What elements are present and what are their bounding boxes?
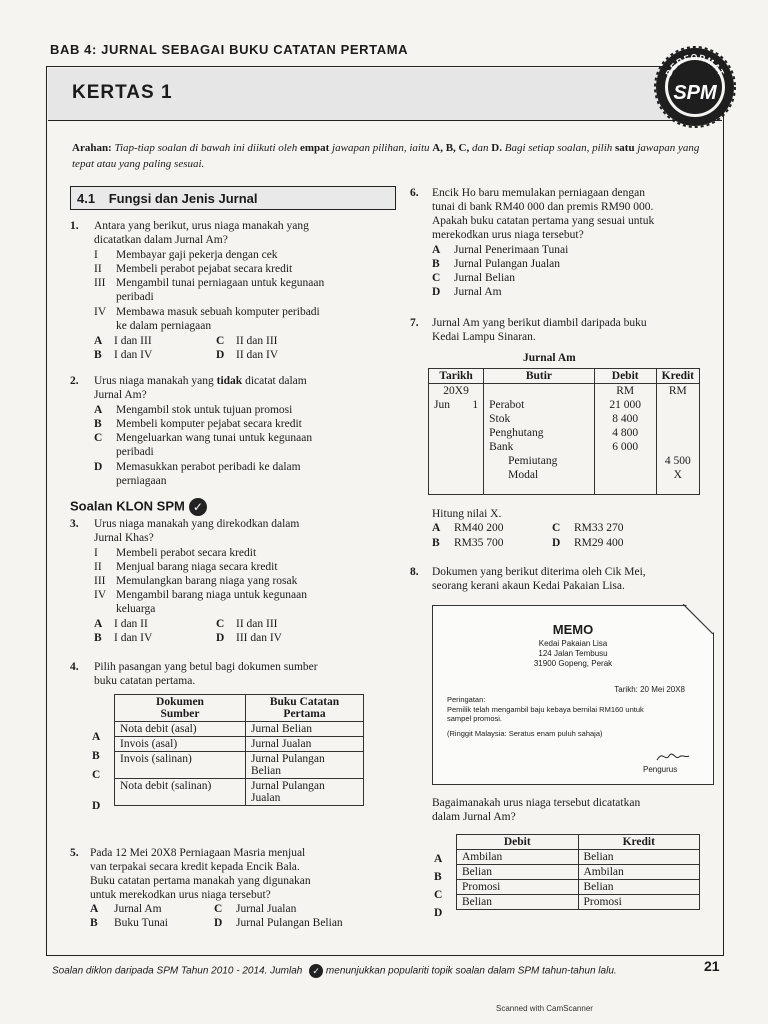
- item-text: Memulangkan barang niaga yang rosak: [116, 575, 298, 587]
- question-stem: Jurnal Am yang berikut diambil daripada buku: [432, 317, 647, 329]
- option-a[interactable]: RM40 200: [454, 522, 504, 534]
- table-row: [429, 412, 700, 426]
- option-label-a: A: [94, 335, 103, 347]
- item-text: Membawa masuk sebuah komputer peribadi: [116, 306, 320, 318]
- table-cell: X: [656, 468, 699, 495]
- question-stem: dicatatkan dalam Jurnal Am?: [94, 234, 228, 246]
- table-cell: Ambilan: [457, 850, 579, 865]
- table-cell: RM: [656, 384, 699, 399]
- table-cell: Belian: [457, 865, 579, 880]
- question-3: [70, 517, 390, 651]
- table-row[interactable]: [115, 752, 364, 779]
- question-stem: Dokumen yang berikut diterima oleh Cik Mei,: [432, 566, 646, 578]
- option-a[interactable]: Jurnal Penerimaan Tunai: [454, 244, 569, 256]
- table-cell: 8 400: [594, 412, 656, 426]
- table-header: Kredit: [578, 835, 700, 850]
- option-c[interactable]: RM33 270: [574, 522, 624, 534]
- table-cell: [429, 454, 484, 468]
- table-header: Buku Catatan Pertama: [246, 695, 364, 722]
- option-b[interactable]: Buku Tunai: [114, 917, 169, 929]
- table-row[interactable]: [115, 779, 364, 806]
- table-cell: [656, 412, 699, 426]
- table-cell: [594, 454, 656, 468]
- question-number: 4.: [70, 661, 79, 673]
- instructions-bold-2: A, B, C,: [432, 142, 470, 154]
- question-stem: Pilih pasangan yang betul bagi dokumen sumber: [94, 661, 318, 673]
- memo-date: Tarikh: 20 Mei 20X8: [614, 685, 685, 694]
- item-numeral: III: [94, 277, 106, 289]
- table-header: Dokumen Sumber: [115, 695, 246, 722]
- table-row: [429, 468, 700, 495]
- question-number: 3.: [70, 518, 79, 530]
- option-label-b: B: [432, 537, 440, 549]
- table-row[interactable]: [115, 722, 364, 737]
- option-label-b: B: [90, 917, 98, 929]
- item-text: Menjual barang niaga secara kredit: [116, 561, 278, 573]
- table-cell: Jurnal Pulangan Jualan: [246, 779, 364, 806]
- scanner-watermark: Scanned with CamScanner: [496, 1004, 593, 1013]
- question-stem: Urus niaga manakah yang direkodkan dalam: [94, 518, 300, 530]
- table-row: [429, 426, 700, 440]
- option-label-d: D: [216, 632, 225, 644]
- option-c-cont: peribadi: [116, 446, 154, 458]
- table-cell: Promosi: [457, 880, 579, 895]
- table-row[interactable]: [457, 865, 700, 880]
- table-row[interactable]: [457, 850, 700, 865]
- table-cell: 20X9: [429, 384, 484, 399]
- question-stem: Jurnal Khas?: [94, 532, 154, 544]
- table-cell: Pemiutang: [484, 454, 595, 468]
- option-label-c: C: [94, 432, 103, 444]
- question-stem: Kedai Lampu Sinaran.: [432, 331, 536, 343]
- memo-body: Peringatan: Pemilik telah mengambil baju kebaya bernilai RM160 untuk sampel promosi. (Ringgit Malaysia: Seratus enam puluh sahaja): [447, 695, 644, 738]
- option-label-b: B: [94, 418, 102, 430]
- table-header: Debit: [457, 835, 579, 850]
- option-label-c: C: [552, 522, 561, 534]
- question-1: [70, 219, 390, 369]
- table-cell: [594, 468, 656, 495]
- option-c[interactable]: Jurnal Belian: [454, 272, 515, 284]
- section-title: Fungsi dan Jenis Jurnal: [108, 191, 258, 206]
- checkmark-icon: ✓: [189, 498, 207, 516]
- question-stem: van terpakai secara kredit kepada Encik Bala.: [90, 861, 300, 873]
- question-8: [410, 565, 710, 595]
- table-row[interactable]: [115, 737, 364, 752]
- question-stem: tunai di bank RM40 000 dan premis RM90 000.: [432, 201, 654, 213]
- checkmark-icon: ✓: [309, 964, 323, 978]
- table-header: Butir: [484, 369, 595, 384]
- table-cell: Ambilan: [578, 865, 700, 880]
- memo-address: Kedai Pakaian Lisa 124 Jalan Tembusu 31900 Gopeng, Perak: [533, 639, 613, 668]
- item-text: ke dalam perniagaan: [116, 320, 212, 332]
- instructions-text-2: jawapan pilihan, iaitu: [332, 142, 430, 154]
- item-text: Membeli perabot pejabat secara kredit: [116, 263, 293, 275]
- table-cell: [429, 440, 484, 454]
- question-number: 8.: [410, 566, 419, 578]
- option-label-a: A: [92, 731, 101, 743]
- table-row[interactable]: [457, 895, 700, 910]
- klon-text: Soalan KLON SPM: [70, 498, 185, 514]
- instructions-bold-4: satu: [615, 142, 635, 154]
- section-number: 4.1: [77, 191, 96, 206]
- table-cell: 6 000: [594, 440, 656, 454]
- option-label-d: D: [216, 349, 225, 361]
- question-stem: Antara yang berikut, urus niaga manakah yang: [94, 220, 309, 232]
- table-cell: 21 000: [594, 398, 656, 412]
- option-label-d: D: [214, 917, 223, 929]
- option-a[interactable]: Mengambil stok untuk tujuan promosi: [116, 404, 293, 416]
- option-label-c: C: [216, 335, 225, 347]
- table-cell: Stok: [484, 412, 595, 426]
- option-label-a: A: [432, 244, 441, 256]
- option-label-a: A: [94, 618, 103, 630]
- question-stem: dalam Jurnal Am?: [432, 811, 516, 823]
- question-stem: buku catatan pertama.: [94, 675, 196, 687]
- item-text: keluarga: [116, 603, 156, 615]
- question-stem: Urus niaga manakah yang tidak dicatat dalam: [94, 375, 307, 387]
- item-text: Membeli perabot secara kredit: [116, 547, 257, 559]
- item-text: peribadi: [116, 291, 154, 303]
- option-label-d: D: [94, 461, 103, 473]
- question-stem: Apakah buku catatan pertama yang sesuai untuk: [432, 215, 655, 227]
- option-b[interactable]: Membeli komputer pejabat secara kredit: [116, 418, 302, 430]
- option-d[interactable]: RM29 400: [574, 537, 624, 549]
- table-cell: Invois (asal): [115, 737, 246, 752]
- question-stem: Pada 12 Mei 20X8 Perniagaan Masria menjual: [90, 847, 306, 859]
- item-numeral: IV: [94, 589, 107, 601]
- instructions-bold-3: D.: [491, 142, 502, 154]
- option-label-d: D: [432, 286, 441, 298]
- table-cell: RM: [594, 384, 656, 399]
- item-numeral: IV: [94, 306, 107, 318]
- table-cell: [656, 440, 699, 454]
- table-cell: Penghutang: [484, 426, 595, 440]
- table-cell: 4 500: [656, 454, 699, 468]
- badge-main-text: SPM: [673, 82, 717, 104]
- instructions-text-5: jawapan yang tepat atau yang paling sesuai.: [72, 142, 700, 170]
- memo-title: MEMO: [552, 622, 594, 637]
- table-cell: [429, 468, 484, 495]
- table-cell: [484, 384, 595, 399]
- table-row: [429, 440, 700, 454]
- option-d[interactable]: Memasukkan perabot peribadi ke dalam: [116, 461, 301, 473]
- question-number: 5.: [70, 847, 79, 859]
- table-cell: [429, 426, 484, 440]
- question-number: 6.: [410, 187, 419, 199]
- badge-top-text: BERFORMAT: [663, 51, 727, 78]
- instructions-label: Arahan:: [72, 142, 112, 154]
- option-d[interactable]: Jurnal Am: [454, 286, 502, 298]
- item-numeral: II: [94, 263, 102, 275]
- table-cell: Nota debit (salinan): [115, 779, 246, 806]
- instructions-bold-1: empat: [299, 142, 330, 154]
- table-cell: Perabot: [484, 398, 595, 412]
- section-header: [70, 186, 396, 210]
- option-label-b: B: [94, 632, 102, 644]
- table-cell: Promosi: [578, 895, 700, 910]
- page-number: 21: [704, 958, 720, 974]
- signature-icon: [655, 748, 691, 764]
- table-cell: Nota debit (asal): [115, 722, 246, 737]
- option-c[interactable]: II dan III: [236, 618, 278, 630]
- option-label-a: A: [434, 853, 443, 865]
- option-label-b: B: [92, 750, 100, 762]
- option-a[interactable]: I dan III: [114, 335, 152, 347]
- footer-note: [52, 964, 617, 978]
- option-c[interactable]: Mengeluarkan wang tunai untuk kegunaan: [116, 432, 313, 444]
- question-7: [410, 316, 710, 376]
- table-cell: [656, 398, 699, 412]
- option-b[interactable]: RM35 700: [454, 537, 504, 549]
- q8-table: [456, 834, 700, 910]
- option-label-a: A: [94, 404, 103, 416]
- item-text: Mengambil tunai perniagaan untuk kegunaan: [116, 277, 325, 289]
- option-d-cont: perniagaan: [116, 475, 167, 487]
- option-c[interactable]: Jurnal Jualan: [236, 903, 297, 915]
- table-cell: Modal: [484, 468, 595, 495]
- paper-title: KERTAS 1: [72, 82, 173, 103]
- jurnal-am-table: [428, 368, 700, 495]
- chapter-title: BAB 4: JURNAL SEBAGAI BUKU CATATAN PERTAMA: [50, 42, 409, 57]
- q4-table: [114, 694, 364, 806]
- question-stem: merekodkan urus niaga tersebut?: [432, 229, 584, 241]
- question-8-ask: [432, 796, 712, 826]
- question-stem: untuk merekodkan urus niaga tersebut?: [90, 889, 271, 901]
- klon-heading: [70, 498, 207, 516]
- question-6: [410, 186, 710, 304]
- option-c[interactable]: II dan III: [236, 335, 278, 347]
- option-label-c: C: [432, 272, 441, 284]
- table-header: Debit: [594, 369, 656, 384]
- option-d[interactable]: II dan IV: [236, 349, 279, 361]
- table-cell: Belian: [578, 850, 700, 865]
- option-d[interactable]: III dan IV: [236, 632, 282, 644]
- option-label-c: C: [216, 618, 225, 630]
- table-row: [429, 454, 700, 468]
- table-cell: Jurnal Pulangan Belian: [246, 752, 364, 779]
- option-label-c: C: [92, 769, 101, 781]
- question-2: [70, 374, 390, 492]
- item-numeral: II: [94, 561, 102, 573]
- question-stem: Encik Ho baru memulakan perniagaan dengan: [432, 187, 645, 199]
- spm-badge-icon: [654, 46, 736, 128]
- option-b[interactable]: Jurnal Pulangan Jualan: [454, 258, 561, 270]
- question-number: 7.: [410, 317, 419, 329]
- option-label-a: A: [432, 522, 441, 534]
- table-row: [429, 398, 700, 412]
- option-label-d: D: [434, 907, 443, 919]
- table-header: Tarikh: [429, 369, 484, 384]
- question-stem: Jurnal Am?: [94, 389, 147, 401]
- option-d[interactable]: Jurnal Pulangan Belian: [236, 917, 343, 929]
- question-number: 2.: [70, 375, 79, 387]
- item-numeral: III: [94, 575, 106, 587]
- option-b[interactable]: I dan IV: [114, 349, 153, 361]
- table-cell: Belian: [457, 895, 579, 910]
- item-text: Mengambil barang niaga untuk kegunaan: [116, 589, 307, 601]
- table-cell: Bank: [484, 440, 595, 454]
- instructions-text-1: Tiap-tiap soalan di bawah ini diikuti oleh: [114, 142, 298, 154]
- question-ask: Hitung nilai X.: [432, 508, 502, 520]
- table-cell: Invois (salinan): [115, 752, 246, 779]
- question-7-options: [432, 507, 712, 553]
- table-cell: 4 800: [594, 426, 656, 440]
- question-stem: Buku catatan pertama manakah yang digunakan: [90, 875, 311, 887]
- option-label-c: C: [434, 889, 443, 901]
- option-label-b: B: [94, 349, 102, 361]
- option-label-d: D: [92, 800, 101, 812]
- option-label-b: B: [432, 258, 440, 270]
- table-cell: Belian: [578, 880, 700, 895]
- table-header: Kredit: [656, 369, 699, 384]
- memo-signer: Pengurus: [643, 765, 678, 774]
- question-5: [70, 846, 390, 936]
- option-b[interactable]: I dan IV: [114, 632, 153, 644]
- option-label-b: B: [434, 871, 442, 883]
- option-label-c: C: [214, 903, 223, 915]
- instructions-text-3: dan: [472, 142, 489, 154]
- instructions-text-4: Bagi setiap soalan, pilih: [504, 142, 613, 154]
- question-4: [70, 660, 390, 690]
- journal-title: Jurnal Am: [523, 352, 576, 364]
- table-cell: Jurnal Jualan: [246, 737, 364, 752]
- table-cell: [429, 412, 484, 426]
- option-label-d: D: [552, 537, 561, 549]
- item-numeral: I: [94, 249, 98, 261]
- footer-text-2: menunjukkan populariti topik soalan dalam SPM tahun-tahun lalu.: [325, 965, 617, 977]
- table-row[interactable]: [457, 880, 700, 895]
- table-cell: [656, 426, 699, 440]
- option-a[interactable]: I dan II: [114, 618, 148, 630]
- item-numeral: I: [94, 547, 98, 559]
- question-stem: Bagaimanakah urus niaga tersebut dicatatkan: [432, 797, 641, 809]
- item-text: Membayar gaji pekerja dengan cek: [116, 249, 278, 261]
- table-cell: Jurnal Belian: [246, 722, 364, 737]
- memo-document: [432, 605, 714, 785]
- option-a[interactable]: Jurnal Am: [114, 903, 162, 915]
- question-number: 1.: [70, 220, 79, 232]
- footer-text-1: Soalan diklon daripada SPM Tahun 2010 - 2014. Jumlah: [52, 965, 303, 977]
- instructions: [72, 140, 712, 172]
- question-stem: seorang kerani akaun Kedai Pakaian Lisa.: [432, 580, 625, 592]
- option-label-a: A: [90, 903, 99, 915]
- table-cell: Jun 1: [429, 398, 484, 412]
